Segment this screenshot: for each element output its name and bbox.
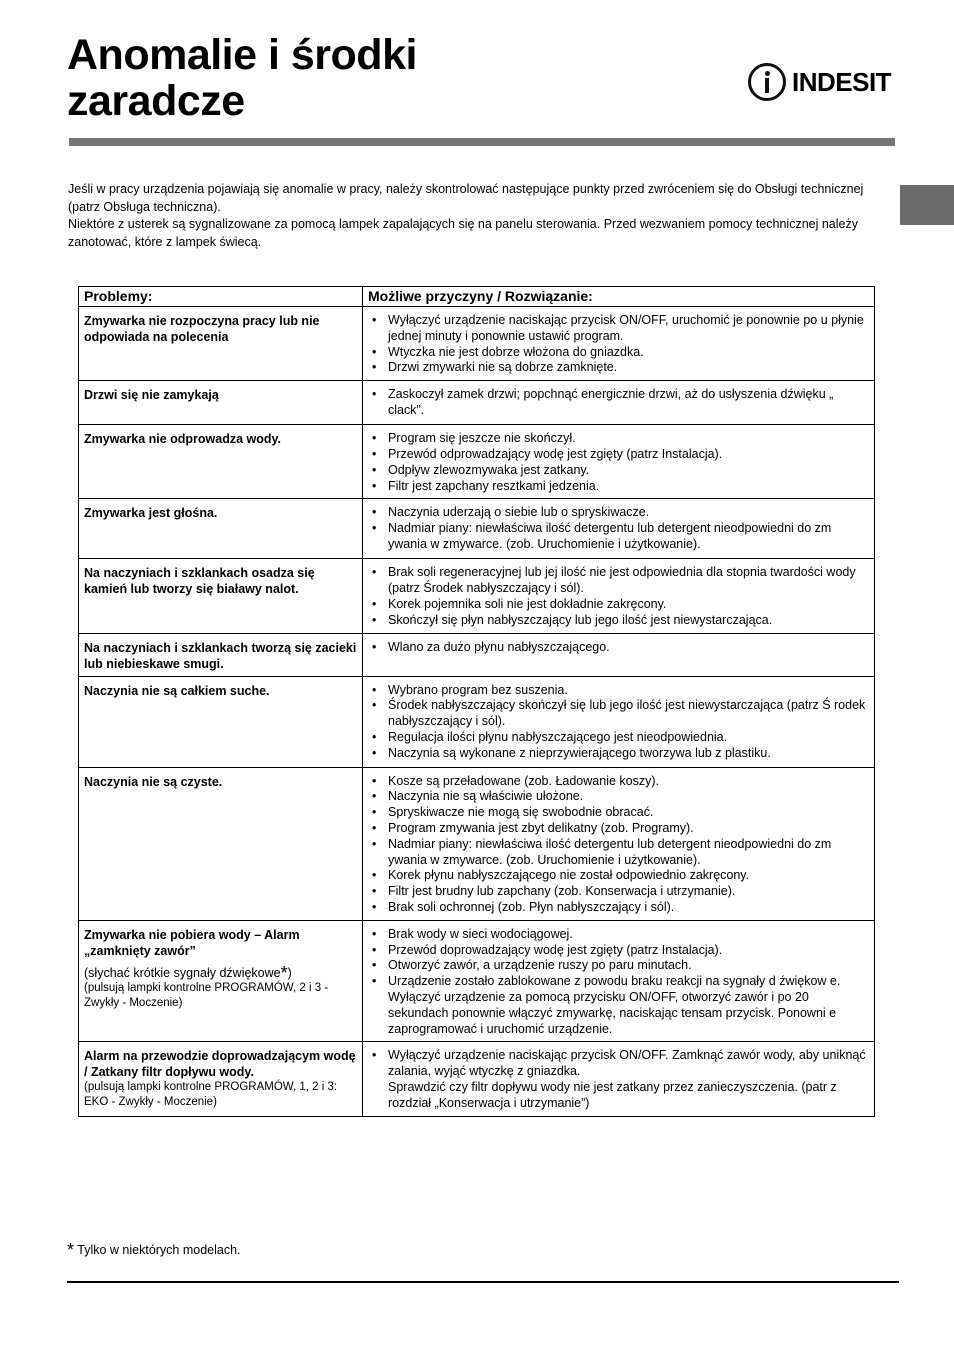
solution-list (368, 774, 869, 916)
problem-text: Naczynia nie są całkiem suche. (84, 683, 270, 698)
solution-list (368, 683, 869, 762)
problem-text: Zmywarka nie rozpoczyna pracy lub nie odpowiada na polecenia (84, 314, 320, 344)
problem-cell (79, 381, 363, 425)
solution-item: • Filtr jest brudny lub zapchany (zob. Konserwacja i utrzymanie). (368, 884, 869, 900)
solution-item: • Korek pojemnika soli nie jest dokładnie zakręcony. (368, 597, 869, 613)
solution-item: • Zaskoczył zamek drzwi; popchnąć energicznie drzwi, aż do usłyszenia dźwięku „ clack”. (368, 387, 869, 419)
solution-cell (363, 676, 875, 767)
problem-text: Drzwi się nie zamykają (84, 388, 219, 403)
solution-item: • Skończył się płyn nabłyszczający lub jego ilość jest niewystarczająca. (368, 613, 869, 629)
problem-cell (79, 499, 363, 559)
problem-note-end: ) (287, 965, 292, 980)
solution-item: • Nadmiar piany: niewłaściwa ilość detergentu lub detergent nieodpowiedni do zm ywania w zmywarce. (zob. Uruchomienie i użytkowanie). (368, 521, 869, 553)
problem-text: Zmywarka jest głośna. (84, 506, 218, 521)
solution-cell (363, 381, 875, 425)
problem-text: Zmywarka nie odprowadza wody. (84, 432, 282, 447)
solution-cell (363, 425, 875, 499)
header-solutions: Możliwe przyczyny / Rozwiązanie: (363, 287, 875, 307)
indesit-i-logo-icon (748, 63, 786, 101)
solution-cell (363, 307, 875, 381)
problem-note (84, 962, 357, 983)
solution-item: • Wybrano program bez suszenia. (368, 683, 869, 699)
intro-paragraph-2: Niektóre z usterek są sygnalizowane za pomocą lampek zapalających się na panelu sterowania. Przed wezwaniem pomocy technicznej należy zanotować, które z lampek świecą. (68, 217, 858, 249)
problem-text: Na naczyniach i szklankach tworzą się zacieki lub niebieskawe smugi. (84, 640, 357, 671)
solution-item: • Przewód odprowadzający wodę jest zgięty (patrz Instalacja). (368, 447, 869, 463)
solution-list (368, 927, 869, 1038)
solution-item: • Brak wody w sieci wodociągowej. (368, 927, 869, 943)
solution-item: • Regulacja ilości płynu nabłyszczającego jest nieodpowiednia. (368, 730, 869, 746)
solution-item: • Naczynia są wykonane z nieprzywierającego tworzywa lub z plastiku. (368, 746, 869, 762)
solution-cell (363, 633, 875, 676)
table-row (79, 633, 875, 676)
table-row (79, 499, 875, 559)
problem-text: Zmywarka nie pobiera wody – Alarm „zamknięty zawór” (84, 927, 300, 958)
problem-cell (79, 676, 363, 767)
header-divider (69, 138, 895, 146)
solution-item: • Drzwi zmywarki nie są dobrze zamknięte. (368, 360, 869, 376)
solution-list (368, 1048, 869, 1080)
solution-item: • Otworzyć zawór, a urządzenie ruszy po paru minutach. (368, 958, 869, 974)
solution-item: • Wyłączyć urządzenie naciskając przycisk ON/OFF. Zamknąć zawór wody, aby uniknąć zalania, wyjąć wtyczkę z gniazdka. (368, 1048, 869, 1080)
title-line-2: zaradcze (67, 77, 245, 125)
solution-item: • Spryskiwacze nie mogą się swobodnie obracać. (368, 805, 869, 821)
solution-list (368, 640, 869, 656)
solution-item: • Wyłączyć urządzenie naciskając przycisk ON/OFF, uruchomić je ponownie po u płynie jednej minuty i ponownie ustawić program. (368, 313, 869, 345)
problem-text: Alarm na przewodzie doprowadzającym wodę / Zatkany filtr dopływu wody. (84, 1049, 356, 1080)
problem-indicator-note: (pulsują lampki kontrolne PROGRAMÓW, 2 i 3 - Zwykły - Moczenie) (84, 981, 329, 1009)
solution-continuation: Sprawdzić czy filtr dopływu wody nie jest zatkany przez zanieczyszczenia. (patr z rozdział „Konserwacja i utrzymanie”) (388, 1079, 837, 1110)
problem-cell (79, 1042, 363, 1117)
solution-item: • Wtyczka nie jest dobrze włożona do gniazdka. (368, 345, 869, 361)
brand-name: INDESIT (792, 66, 892, 97)
solution-item: • Brak soli regeneracyjnej lub jej ilość nie jest odpowiednia dla stopnia twardości wody (patrz Środek nabłyszczający i sól). (368, 565, 869, 597)
table-row (79, 767, 875, 920)
intro-text (68, 181, 868, 251)
problem-text: Naczynia nie są czyste. (84, 774, 223, 789)
table-row (79, 676, 875, 767)
solution-item: • Wlano za dużo płynu nabłyszczającego. (368, 640, 869, 656)
problem-cell (79, 767, 363, 920)
solution-item: • Program zmywania jest zbyt delikatny (zob. Programy). (368, 821, 869, 837)
solution-item: • Filtr jest zapchany resztkami jedzenia. (368, 479, 869, 495)
solution-cell (363, 559, 875, 633)
problem-note-text: (słychać krótkie sygnały dźwiękowe (84, 965, 281, 980)
footnote-star: * (67, 1240, 75, 1260)
solution-item: • Naczynia uderzają o siebie lub o spryskiwacze. (368, 505, 869, 521)
solution-list (368, 565, 869, 628)
table-header-row (79, 287, 875, 307)
solution-item: • Nadmiar piany: niewłaściwa ilość detergentu lub detergent nieodpowiedni do zm ywania w zmywarce. (zob. Uruchomienie i użytkowanie). (368, 837, 869, 869)
troubleshooting-table (78, 286, 875, 1117)
solution-item: • Odpływ zlewozmywaka jest zatkany. (368, 463, 869, 479)
table-row (79, 425, 875, 499)
solution-item: • Kosze są przeładowane (zob. Ładowanie koszy). (368, 774, 869, 790)
header-problems: Problemy: (79, 287, 363, 307)
solution-item: • Program się jeszcze nie skończył. (368, 431, 869, 447)
solution-item: • Brak soli ochronnej (zob. Płyn nabłyszczający i sól). (368, 900, 869, 916)
intro-paragraph-1: Jeśli w pracy urządzenia pojawiają się anomalie w pracy, należy skontrolować następujące punkty przed zwróceniem się do Obsługi technicznej (patrz Obsługa techniczna). (68, 182, 864, 214)
problem-text: Na naczyniach i szklankach osadza się kamień lub tworzy się białawy nalot. (84, 566, 315, 597)
solution-item: • Przewód doprowadzający wodę jest zgięty (patrz Instalacja). (368, 943, 869, 959)
footnote-text: Tylko w niektórych modelach. (74, 1243, 241, 1257)
table-row (79, 307, 875, 381)
problem-cell (79, 307, 363, 381)
footnote-marker: * (280, 962, 288, 983)
solution-list (368, 431, 869, 494)
solution-cell (363, 920, 875, 1042)
solution-cell (363, 767, 875, 920)
problem-cell (79, 633, 363, 676)
solution-item: • Urządzenie zostało zablokowane z powodu braku reakcji na sygnały d źwiękow e. Wyłączyć urządzenie za pomocą przycisku ON/OFF, otworzyć zawór i po 20 sekundach ponownie włączyć zmywarkę, naciskając tensam przycisk. Ponowni e zaprogramować i uruchomić urządzenie. (368, 974, 869, 1037)
footnote (67, 1240, 241, 1261)
problem-cell (79, 920, 363, 1042)
table-row (79, 381, 875, 425)
solution-list (368, 313, 869, 376)
problem-cell (79, 425, 363, 499)
footer-divider (67, 1281, 899, 1283)
language-tab-marker (900, 185, 954, 225)
table-row (79, 1042, 875, 1117)
solution-item: • Środek nabłyszczający skończył się lub jego ilość jest niewystarczająca (patrz Ś rodek nabłyszczający i sól). (368, 698, 869, 730)
table-row (79, 559, 875, 633)
problem-cell (79, 559, 363, 633)
title-line-1: Anomalie i środki (67, 31, 417, 79)
table-row (79, 920, 875, 1042)
solution-cell (363, 1042, 875, 1117)
solution-item: • Korek płynu nabłyszczającego nie został odpowiednio zakręcony. (368, 868, 869, 884)
solution-list (368, 505, 869, 552)
solution-list (368, 387, 869, 419)
solution-cell (363, 499, 875, 559)
page-title (67, 32, 417, 124)
problem-indicator-note: (pulsują lampki kontrolne PROGRAMÓW, 1, 2 i 3: EKO - Zwykły - Moczenie) (84, 1081, 338, 1109)
solution-item: • Naczynia nie są właściwie ułożone. (368, 789, 869, 805)
brand-logo (748, 63, 891, 101)
